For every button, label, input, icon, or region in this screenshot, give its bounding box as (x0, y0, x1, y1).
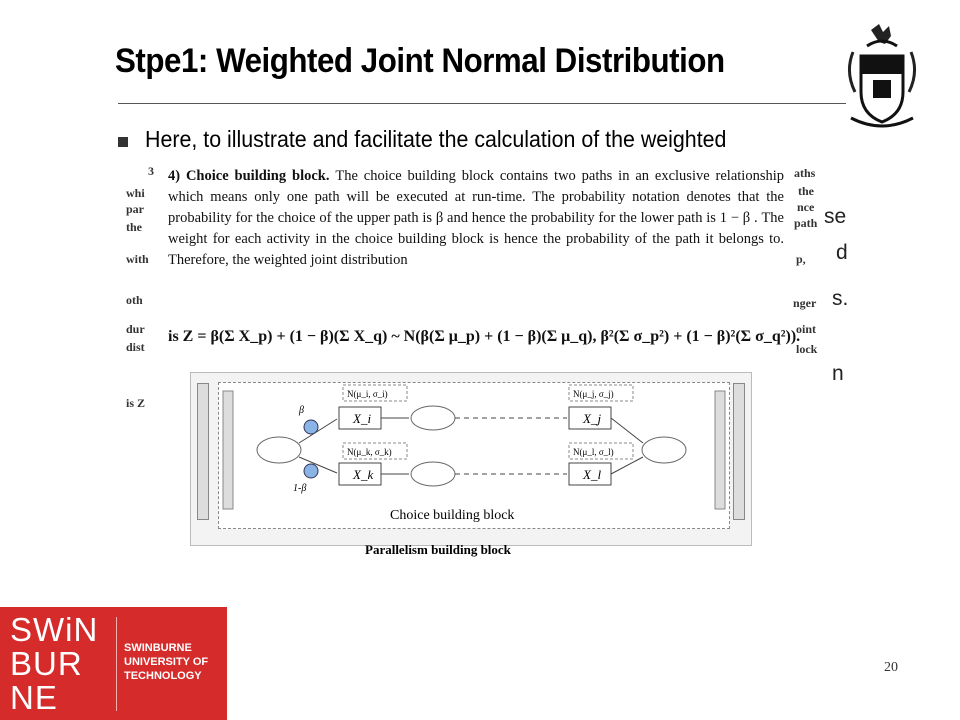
end-node (642, 437, 686, 463)
node-xk-label: X_k (353, 467, 374, 482)
node-xj-label: X_j (583, 411, 602, 426)
obscured-fragment: p, (796, 252, 806, 266)
obscured-fragment: path (794, 216, 818, 230)
dist-label: N(μ_i, σ_i) (347, 389, 388, 399)
logo-name-line: SWINBURNE (124, 642, 192, 654)
obscured-fragment: lock (796, 342, 818, 356)
obscured-fragment: the (126, 220, 142, 234)
logo-divider (116, 617, 117, 711)
parallelism-caption: Parallelism building block (365, 542, 511, 557)
university-crest-icon (843, 22, 921, 134)
obscured-fragment: dist (126, 340, 145, 354)
excerpt-body: The choice building block contains two paths in an exclusive relationship which means only one path will be executed at run-time. The probability notation denotes that the probability for the choice of the upper path is β and hence the probability for the lower path is 1 − β . The weight for each activity in the choice building block is hence the probability of the path it belongs to. Therefore, the weighted joint distribution (168, 168, 785, 268)
obscured-fragment: aths (794, 166, 816, 180)
excerpt-formula: is Z = β(Σ X_p) + (1 − β)(Σ X_q) ~ N(β(Σ μ_p) + (1 − β)(Σ μ_q), β²(Σ σ_p²) + (1 − β)²(Σ σ_q²)). (168, 328, 801, 345)
obscured-fragment: n (832, 362, 844, 385)
block-side-bar (223, 391, 233, 509)
logo-line: NE (10, 679, 58, 716)
edge (611, 418, 643, 443)
excerpt-paragraph (168, 166, 784, 271)
node-xi-label: X_i (353, 411, 372, 426)
obscured-fragment: se (824, 205, 847, 228)
obscured-fragment: 3 (148, 164, 154, 178)
slide-title: Stpe1: Weighted Joint Normal Distribution (115, 42, 725, 80)
edge (611, 457, 643, 474)
choice-lower-marker (304, 464, 318, 478)
title-underline (118, 103, 846, 104)
block-side-bar (715, 391, 725, 509)
intermediate-node (411, 462, 455, 486)
obscured-fragment: nger (793, 296, 817, 310)
paper-excerpt (162, 162, 801, 362)
choice-caption: Choice building block (390, 508, 515, 523)
start-node (257, 437, 301, 463)
block-side-bar (197, 383, 209, 520)
obscured-fragment: oth (126, 293, 143, 307)
obscured-fragment: is Z (126, 396, 146, 410)
bullet-marker (118, 137, 128, 147)
obscured-fragment: par (126, 202, 144, 216)
block-side-bar (733, 383, 745, 520)
obscured-fragment: nce (797, 200, 815, 214)
obscured-fragment: whi (126, 186, 145, 200)
obscured-fragment: s. (832, 287, 849, 310)
node-xl-label: X_l (583, 467, 602, 482)
logo-name-line: TECHNOLOGY (124, 670, 202, 682)
logo-name-line: UNIVERSITY OF (124, 656, 209, 668)
obscured-fragment: with (126, 252, 149, 266)
excerpt-heading: 4) Choice building block. (168, 168, 330, 184)
beta-label: β (299, 405, 304, 416)
obscured-fragment: d (836, 241, 848, 264)
logo-line: BUR (10, 645, 83, 682)
obscured-fragment: the (798, 184, 814, 198)
dist-label: N(μ_k, σ_k) (347, 447, 392, 457)
logo-university-name (124, 641, 208, 683)
intermediate-node (411, 406, 455, 430)
logo-line: SWiN (10, 611, 99, 648)
page-number: 20 (884, 660, 898, 675)
obscured-fragment: dur (126, 322, 145, 336)
dist-label: N(μ_l, σ_l) (573, 447, 614, 457)
choice-diagram-svg (219, 383, 729, 528)
obscured-fragment: oint (796, 322, 817, 336)
one-minus-beta-label: 1-β (293, 483, 307, 494)
choice-block-diagram (218, 382, 730, 529)
swinburne-logo (0, 607, 227, 720)
dist-label: N(μ_j, σ_j) (573, 389, 614, 399)
logo-wordmark (10, 613, 110, 715)
bullet-text: Here, to illustrate and facilitate the calculation of the weighted (145, 126, 727, 152)
